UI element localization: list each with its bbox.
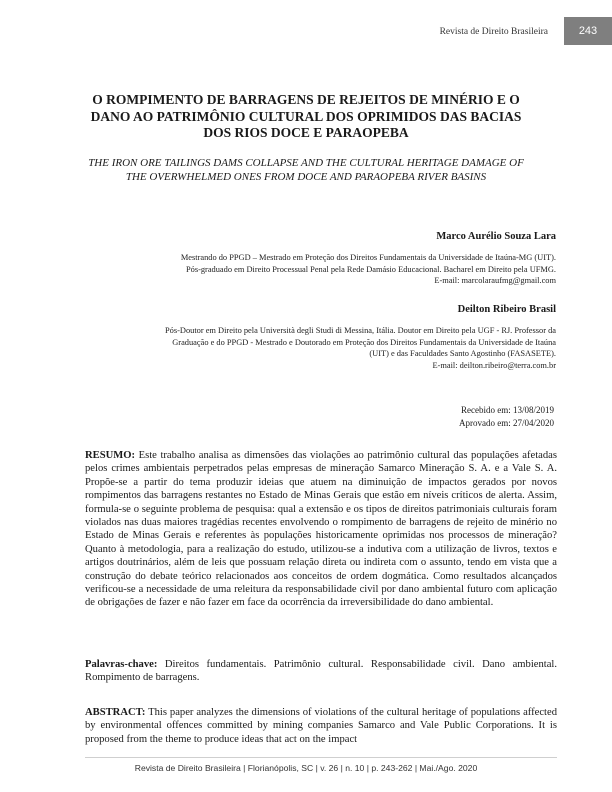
author-1-name: Marco Aurélio Souza Lara	[436, 231, 556, 242]
abstract-paragraph	[85, 706, 557, 746]
author-2-info-line: Pós-Doutor em Direito pela Università degli Studi di Messina, Itália. Doutor em Direito pela UGF - RJ. Professor da	[165, 326, 556, 335]
author-2-info-line: (UIT) e das Faculdades Santo Agostinho (FASASETE).	[369, 349, 556, 358]
resumo-text: Este trabalho analisa as dimensões das violações ao patrimônio cultural das populações afetadas pelos crimes ambientais perpetrados pelas empresas de mineração Samarco Mineração S. A. e a Vale S. A. Propõe-se a partir do tema produzir ideias que atuem na diminuição de impactos gerados por novos rompimentos das barragens restantes no Estado de Minas Gerais que estão em níveis críticos de alerta. Assim, formula-se o seguinte problema de pesquisa: qual a extensão e os tipos de direitos patrimoniais culturais foram violados nas duas maiores tragédias recentes envolvendo o rompimento de barragens de rejeito de minério no Estado de Minas Gerais e referentes às populações historicamente oprimidas nos processos de mineração? Quanto à metodologia, para a realização do estudo, utilizou-se a indutiva com a utilização de livros, textos e artigos doutrinários, além de leis que possuam relação direta ou indireta com o assunto, tendo em vista que a construção do debate teórico relacionados aos conceitos de ordem dogmática. Como resultados alcançados verificou-se a necessidade de uma releitura da responsabilidade civil por dano ambiental futuro com aplicação de obrigações de fazer e não fazer em face da ocorrência da irreversibilidade do dano ambiental.	[85, 450, 557, 609]
keywords-paragraph	[85, 658, 557, 685]
page-number-badge: 243	[564, 17, 612, 45]
article-title-en: THE IRON ORE TAILINGS DAMS COLLAPSE AND THE CULTURAL HERITAGE DAMAGE OF THE OVERWHELMED ONES FROM DOCE AND PARAOPEBA RIVER BASINS	[88, 157, 524, 183]
approved-date: Aprovado em: 27/04/2020	[459, 417, 554, 428]
author-2-name: Deilton Ribeiro Brasil	[457, 304, 556, 315]
submission-dates	[459, 404, 554, 429]
author-1-info-line: Pós-graduado em Direito Processual Penal pela Rede Damásio Educacional. Bacharel em Direito pela UFMG.	[185, 264, 556, 274]
resumo-label: RESUMO:	[85, 450, 136, 461]
abstract-label: ABSTRACT:	[85, 707, 146, 718]
keywords-label: Palavras-chave:	[85, 659, 158, 670]
author-2-email: E-mail: deilton.ribeiro@terra.com.br	[432, 360, 556, 370]
abstract-text: This paper analyzes the dimensions of violations of the cultural heritage of populations affected by environmental offences committed by mining companies Samarco and Vale Public Corporations. It is proposed from the theme to produce ideas that act on the impact	[85, 707, 557, 745]
author-2-affiliation	[165, 325, 556, 371]
footer-citation: Revista de Direito Brasileira | Florianópolis, SC | v. 26 | n. 10 | p. 243-262 | Mai./Ago. 2020	[134, 763, 478, 773]
running-header-journal: Revista de Direito Brasileira	[439, 27, 548, 37]
author-1-email: E-mail: marcolaraufmg@gmail.com	[434, 276, 556, 285]
author-1-affiliation	[181, 252, 556, 287]
received-date: Recebido em: 13/08/2019	[461, 405, 554, 415]
author-2-info-line: Graduação e do PPGD - Mestrado e Doutorado em Proteção dos Direitos Fundamentais da Universidade de Itaúna	[172, 337, 556, 347]
author-1-info-line: Mestrando do PPGD – Mestrado em Proteção dos Direitos Fundamentais da Universidade de Itaúna-MG (UIT).	[180, 253, 556, 262]
keywords-text: Direitos fundamentais. Patrimônio cultural. Responsabilidade civil. Dano ambiental. Rompimento de barragens.	[85, 659, 557, 684]
resumo-paragraph	[85, 449, 557, 610]
footer-divider	[85, 757, 557, 758]
article-title-pt: O ROMPIMENTO DE BARRAGENS DE REJEITOS DE MINÉRIO E O DANO AO PATRIMÔNIO CULTURAL DOS OPRIMIDOS DAS BACIAS DOS RIOS DOCE E PARAOPEBA	[90, 92, 522, 140]
